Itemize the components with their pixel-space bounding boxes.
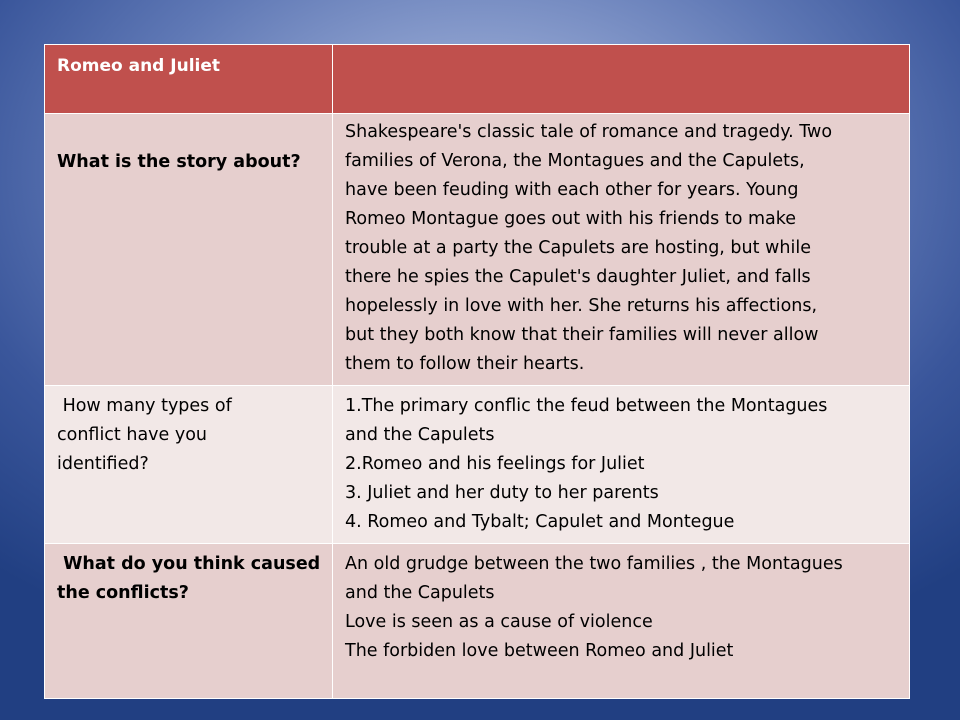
question-line: the conflicts?	[57, 583, 189, 603]
answer-line: and the Capulets	[345, 583, 495, 603]
answer-line: Love is seen as a cause of violence	[345, 612, 653, 632]
question-text: What is the story about?	[57, 152, 301, 172]
answer-line: there he spies the Capulet's daughter Juliet, and falls	[345, 267, 811, 287]
answer-line: and the Capulets	[345, 425, 495, 445]
question-cell	[45, 114, 333, 386]
answer-line: 2.Romeo and his feelings for Juliet	[345, 454, 645, 474]
table-row	[45, 114, 910, 386]
answer-line: hopelessly in love with her. She returns his affections,	[345, 296, 818, 316]
answer-cell	[333, 386, 910, 544]
question-text	[45, 544, 332, 614]
answer-line: 4. Romeo and Tybalt; Capulet and Montegue	[345, 512, 735, 532]
content-table	[44, 44, 910, 699]
table-title: Romeo and Juliet	[57, 56, 221, 76]
header-empty-text	[333, 45, 909, 61]
answer-cell	[333, 544, 910, 699]
answer-line: Romeo Montague goes out with his friends to make	[345, 209, 797, 229]
answer-line: 3. Juliet and her duty to her parents	[345, 483, 659, 503]
question-line: conflict have you	[57, 425, 208, 445]
answer-text	[333, 386, 909, 543]
table-row	[45, 386, 910, 544]
answer-line: but they both know that their families will never allow	[345, 325, 819, 345]
answer-line: 1.The primary conflic the feud between the Montagues	[345, 396, 828, 416]
question-text	[45, 386, 332, 485]
question-line: identified?	[57, 454, 149, 474]
answer-line: have been feuding with each other for years. Young	[345, 180, 799, 200]
answer-text	[333, 544, 909, 672]
answer-line: An old grudge between the two families , the Montagues	[345, 554, 843, 574]
answer-line: Shakespeare's classic tale of romance and tragedy. Two	[345, 122, 833, 142]
question-cell	[45, 386, 333, 544]
header-cell-empty	[333, 45, 910, 114]
answer-text	[333, 114, 909, 385]
question-line: How many types of	[57, 396, 232, 416]
answer-line: families of Verona, the Montagues and the Capulets,	[345, 151, 805, 171]
table-row	[45, 544, 910, 699]
table-header-row	[45, 45, 910, 114]
question-line: What do you think caused	[57, 554, 321, 574]
answer-line: The forbiden love between Romeo and Juliet	[345, 641, 734, 661]
header-cell-title	[45, 45, 333, 114]
answer-line: trouble at a party the Capulets are hosting, but while	[345, 238, 811, 258]
answer-cell	[333, 114, 910, 386]
question-cell	[45, 544, 333, 699]
answer-line: them to follow their hearts.	[345, 354, 585, 374]
